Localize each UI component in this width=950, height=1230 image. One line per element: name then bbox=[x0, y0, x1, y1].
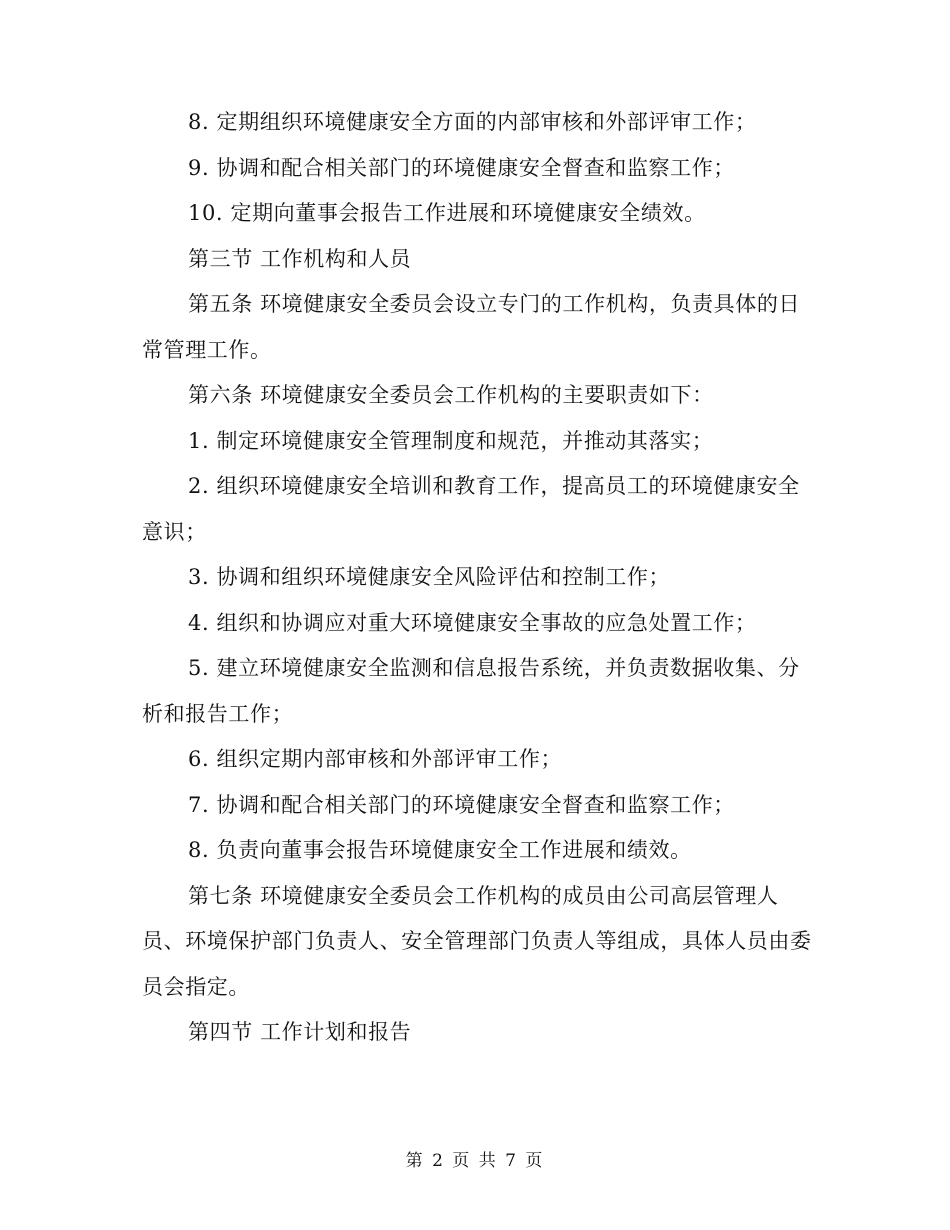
list-item: 10. 定期向董事会报告工作进展和环境健康安全绩效。 bbox=[188, 201, 706, 225]
article-paragraph: 第六条 环境健康安全委员会工作机构的主要职责如下： bbox=[188, 383, 714, 407]
section-heading: 第三节 工作机构和人员 bbox=[188, 246, 412, 271]
section-heading: 第四节 工作计划和报告 bbox=[188, 1020, 412, 1044]
list-item: 7. 协调和配合相关部门的环境健康安全督查和监察工作； bbox=[188, 792, 735, 817]
document-body bbox=[142, 100, 812, 1056]
list-item: 8. 定期组织环境健康安全方面的内部审核和外部评审工作； bbox=[188, 110, 757, 134]
article-paragraph: 第七条 环境健康安全委员会工作机构的成员由公司高层管理人员、环境保护部门负责人、安全管理部门负责人等组成，具体人员由委员会指定。 bbox=[142, 883, 812, 999]
list-item: 1. 制定环境健康安全管理制度和规范，并推动其落实； bbox=[188, 428, 714, 453]
page-number-footer: 第 2 页 共 7 页 bbox=[405, 1151, 545, 1171]
article-paragraph: 第五条 环境健康安全委员会设立专门的工作机构，负责具体的日常管理工作。 bbox=[142, 292, 801, 362]
list-item: 8. 负责向董事会报告环境健康安全工作进展和绩效。 bbox=[188, 838, 692, 862]
list-item: 6. 组织定期内部审核和外部评审工作； bbox=[188, 747, 563, 771]
list-item: 3. 协调和组织环境健康安全风险评估和控制工作； bbox=[188, 565, 671, 589]
list-item: 2. 组织环境健康安全培训和教育工作，提高员工的环境健康安全意识； bbox=[142, 474, 800, 544]
list-item: 4. 组织和协调应对重大环境健康安全事故的应急处置工作； bbox=[188, 610, 757, 635]
list-item: 9. 协调和配合相关部门的环境健康安全督查和监察工作； bbox=[188, 155, 735, 180]
list-item: 5. 建立环境健康安全监测和信息报告系统，并负责数据收集、分析和报告工作； bbox=[142, 656, 800, 726]
